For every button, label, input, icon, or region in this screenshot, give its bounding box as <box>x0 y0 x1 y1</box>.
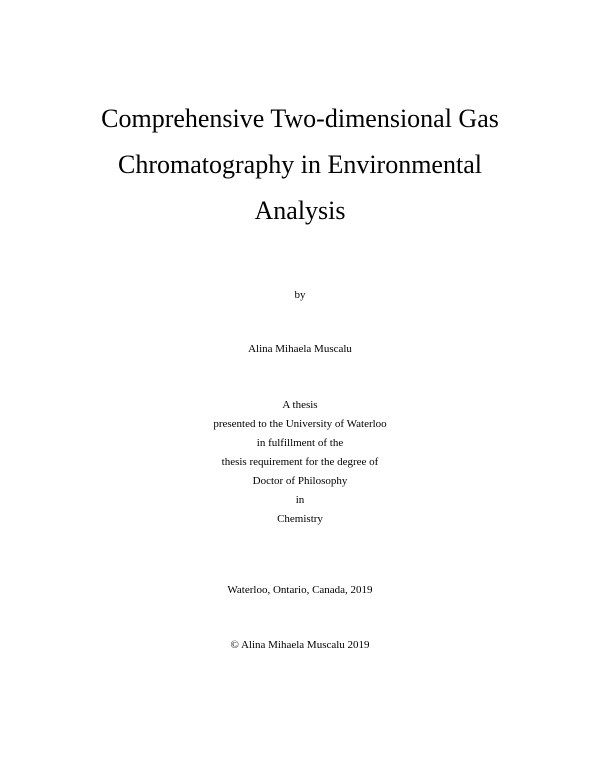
statement-line-5: Doctor of Philosophy <box>252 475 348 487</box>
author-name: Alina Mihaela Muscalu <box>248 343 352 355</box>
title-line-2: Chromatography in Environmental <box>118 150 482 179</box>
statement-line-7: Chemistry <box>277 513 323 525</box>
statement-line-4: thesis requirement for the degree of <box>221 456 379 468</box>
place-and-year: Waterloo, Ontario, Canada, 2019 <box>227 584 373 596</box>
statement-line-1: A thesis <box>282 399 318 411</box>
thesis-title <box>60 96 540 234</box>
statement-line-6: in <box>295 494 305 506</box>
title-line-3: Analysis <box>254 196 346 225</box>
statement-line-2: presented to the University of Waterloo <box>213 418 387 430</box>
title-line-1: Comprehensive Two-dimensional Gas <box>101 104 499 133</box>
thesis-statement <box>0 396 600 529</box>
copyright-notice: © Alina Mihaela Muscalu 2019 <box>230 639 370 651</box>
by-label: by <box>294 289 306 301</box>
statement-line-3: in fulfillment of the <box>256 437 344 449</box>
